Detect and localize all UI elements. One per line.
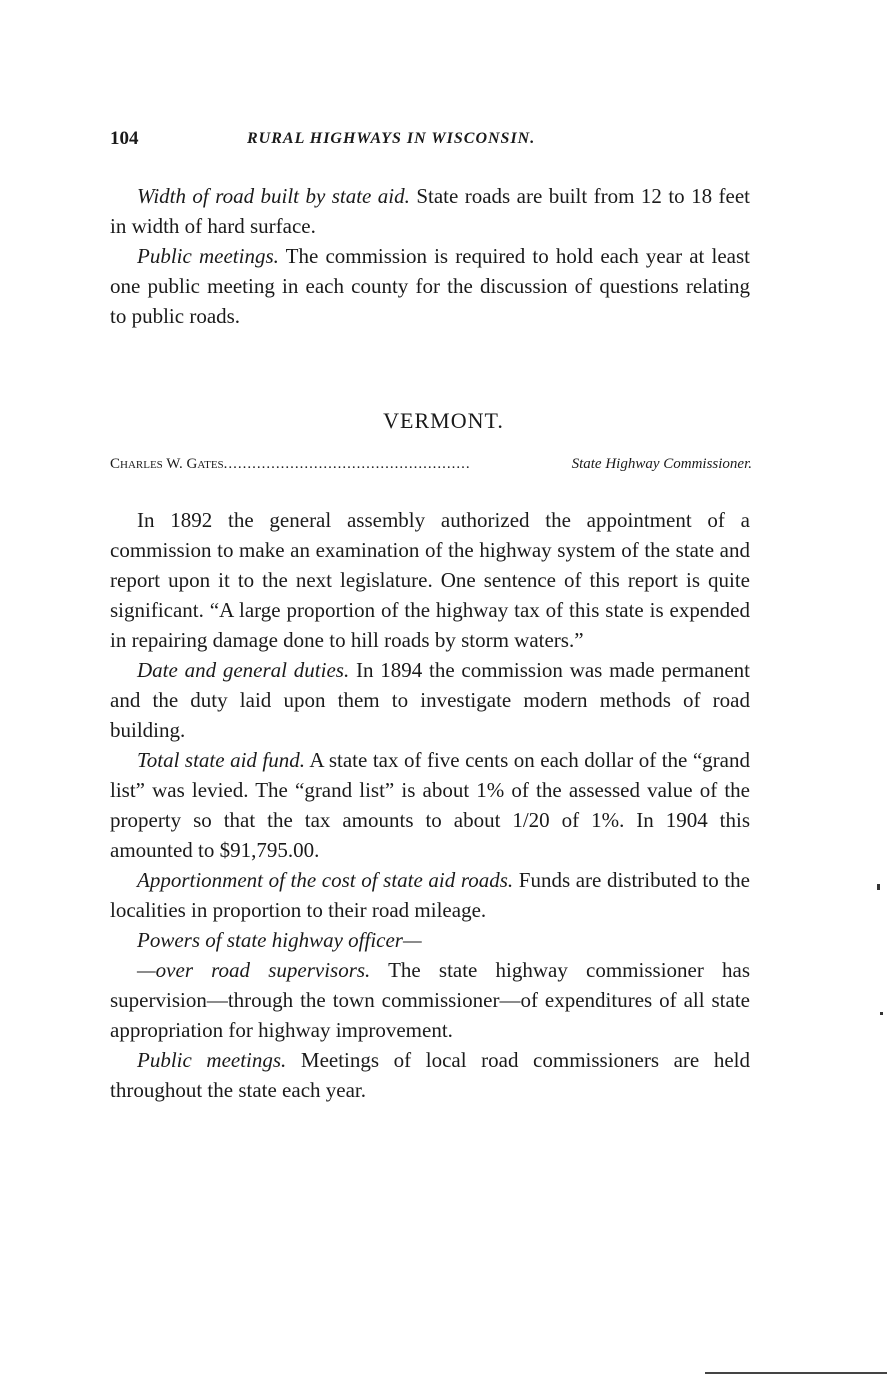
powers-heading: Powers of state highway officer— bbox=[137, 928, 422, 952]
paragraph-road-width bbox=[110, 181, 750, 241]
paragraph-supervisors bbox=[110, 955, 750, 1045]
paragraph-public-meetings bbox=[110, 241, 750, 331]
officer-line bbox=[110, 456, 752, 473]
paragraph-lead: Public meetings. bbox=[137, 1048, 287, 1072]
paragraph-aid-fund bbox=[110, 745, 750, 865]
paragraph-lead: Public meetings. bbox=[137, 244, 279, 268]
paragraph-lead: Date and general duties. bbox=[137, 658, 350, 682]
paragraph-lead: Apportionment of the cost of state aid roads. bbox=[137, 868, 514, 892]
leader-dots: .................................................... bbox=[223, 456, 471, 472]
running-title: RURAL HIGHWAYS IN WISCONSIN. bbox=[247, 130, 536, 147]
vermont-body bbox=[110, 505, 750, 1105]
margin-speck bbox=[880, 1012, 883, 1015]
paragraph-text: State roads are built from 12 to 18 feet in width of hard surface. bbox=[110, 184, 750, 238]
margin-speck bbox=[877, 884, 880, 890]
section-heading: VERMONT. bbox=[383, 408, 504, 433]
paragraph-text: In 1894 the commission was made permanent and the duty laid upon them to investigate modern methods of road building. bbox=[110, 658, 750, 742]
paragraph-public-meetings-vt bbox=[110, 1045, 750, 1105]
paragraph-duties bbox=[110, 655, 750, 745]
paragraph-lead: —over road supervisors. bbox=[137, 958, 371, 982]
paragraph-text: A state tax of five cents on each dollar of the “grand list” was levied. The “grand list” is about 1% of the assessed value of the property so that the tax amounts to about 1/20 of 1%. In 1904 this amounted to $91,795.00. bbox=[110, 748, 750, 862]
paragraph-intro: In 1892 the general assembly authorized the appointment of a commission to make an examination of the highway system of the state and report upon it to the next legislature. One sentence of this report is quite significant. “A large proportion of the highway tax of this state is expended in repairing damage done to hill roads by storm waters.” bbox=[110, 508, 750, 652]
officer-title: State Highway Commissioner. bbox=[571, 456, 752, 472]
bottom-edge-rule bbox=[705, 1372, 887, 1374]
page-number: 104 bbox=[110, 128, 139, 149]
paragraph-lead: Width of road built by state aid. bbox=[137, 184, 410, 208]
paragraph-lead: Total state aid fund. bbox=[137, 748, 305, 772]
top-paragraphs bbox=[110, 181, 750, 331]
paragraph-apportionment bbox=[110, 865, 750, 925]
paragraph-text: Meetings of local road commissioners are held throughout the state each year. bbox=[110, 1048, 750, 1102]
officer-name: Charles W. Gates bbox=[110, 456, 224, 472]
paragraph-text: The state highway commissioner has supervision—through the town commissioner—of expenditures of all state appropriation for highway improvement. bbox=[110, 958, 750, 1042]
paragraph-text: The commission is required to hold each year at least one public meeting in each county for the discussion of questions relating to public roads. bbox=[110, 244, 750, 328]
paragraph-text: Funds are distributed to the localities in proportion to their road mileage. bbox=[110, 868, 750, 922]
